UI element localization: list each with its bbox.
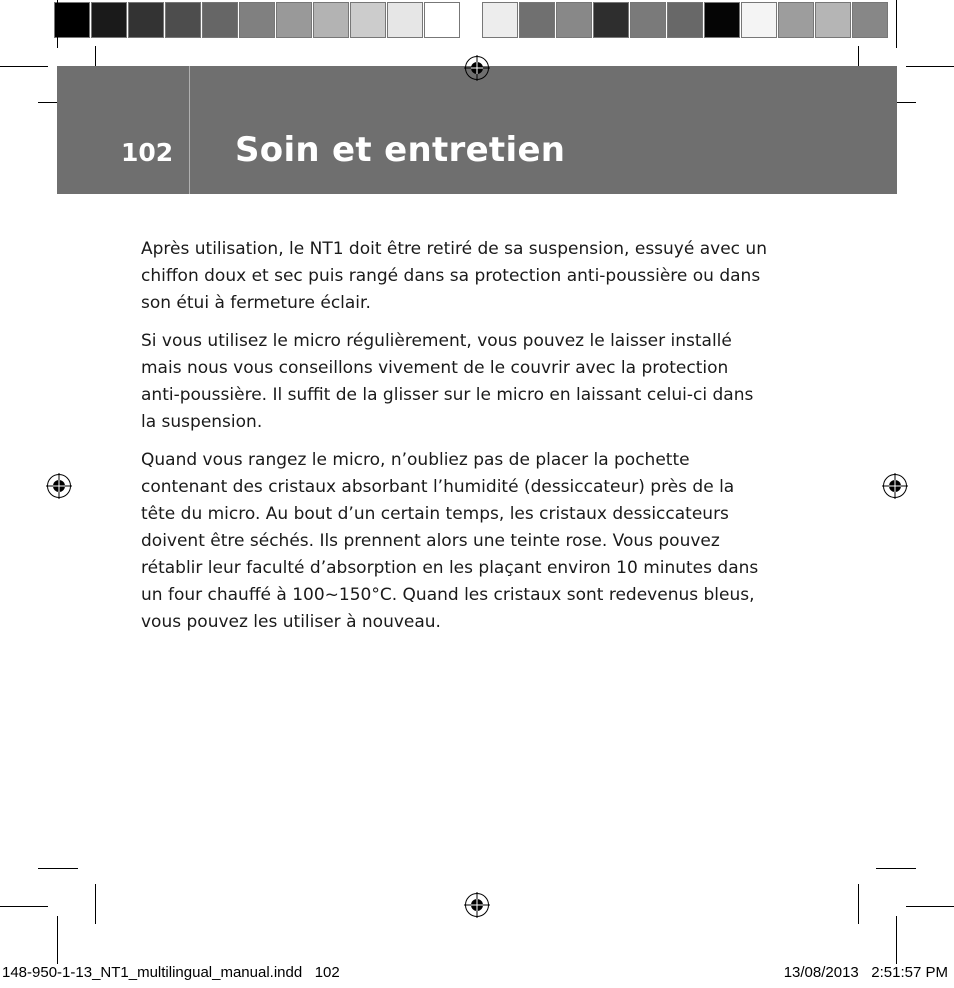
- color-swatch: [482, 2, 518, 38]
- color-swatch: [54, 2, 90, 38]
- color-bar-left: [54, 2, 461, 40]
- color-swatch: [350, 2, 386, 38]
- color-swatch: [165, 2, 201, 38]
- registration-target-icon: [882, 473, 908, 499]
- crop-mark: [57, 0, 58, 48]
- color-swatch: [276, 2, 312, 38]
- color-swatch: [630, 2, 666, 38]
- paragraph-storage: Après utilisation, le NT1 doit être retiré de sa suspension, essuyé avec un chiffon doux et sec puis rangé dans sa protection anti-poussière ou dans son étui à fermeture éclair.: [141, 239, 767, 313]
- color-swatch: [556, 2, 592, 38]
- crop-mark: [876, 868, 916, 869]
- color-swatch: [593, 2, 629, 38]
- color-swatch: [313, 2, 349, 38]
- paragraph-regular-use: Si vous utilisez le micro régulièrement, vous pouvez le laisser installé mais nous vous conseillons vivement de le couvrir avec la protection anti-poussière. Il suffit de la glisser sur le micro en laissant celui-ci dans la suspension.: [141, 331, 754, 432]
- color-swatch: [424, 2, 460, 38]
- registration-target-icon: [46, 473, 72, 499]
- footer-file-slug: 148-950-1-13_NT1_multilingual_manual.indd 102: [2, 964, 340, 981]
- crop-mark: [0, 906, 48, 907]
- crop-mark: [906, 66, 954, 67]
- color-swatch: [778, 2, 814, 38]
- color-swatch: [128, 2, 164, 38]
- crop-mark: [57, 916, 58, 964]
- body-text: [141, 236, 771, 647]
- color-swatch: [91, 2, 127, 38]
- crop-mark: [896, 0, 897, 48]
- color-swatch: [667, 2, 703, 38]
- header-divider: [189, 66, 190, 194]
- color-bar-right: [482, 2, 889, 40]
- paragraph-desiccant: Quand vous rangez le micro, n’oubliez pas de placer la pochette contenant des cristaux absorbant l’humidité (dessiccateur) près de la tête du micro. Au bout d’un certain temps, les cristaux dessiccateurs doivent être séchés. Ils prennent alors une teinte rose. Vous pouvez rétablir leur faculté d’absorption en les plaçant environ 10 minutes dans un four chauffé à 100~150°C. Quand les cristaux sont redevenus bleus, vous pouvez les utiliser à nouveau.: [141, 450, 759, 632]
- color-swatch: [815, 2, 851, 38]
- crop-mark: [858, 884, 859, 924]
- crop-mark: [896, 916, 897, 964]
- color-swatch: [202, 2, 238, 38]
- color-swatch: [741, 2, 777, 38]
- color-swatch: [239, 2, 275, 38]
- color-swatch: [387, 2, 423, 38]
- page-number: 102: [121, 138, 174, 167]
- crop-mark: [0, 66, 48, 67]
- page-title: Soin et entretien: [235, 130, 566, 170]
- registration-target-icon: [464, 55, 490, 81]
- crop-mark: [906, 906, 954, 907]
- page-header: [57, 66, 897, 194]
- crop-mark: [38, 868, 78, 869]
- color-swatch: [852, 2, 888, 38]
- color-swatch: [704, 2, 740, 38]
- crop-mark: [95, 884, 96, 924]
- footer-timestamp: 13/08/2013 2:51:57 PM: [783, 964, 948, 981]
- color-swatch: [519, 2, 555, 38]
- registration-target-icon: [464, 892, 490, 918]
